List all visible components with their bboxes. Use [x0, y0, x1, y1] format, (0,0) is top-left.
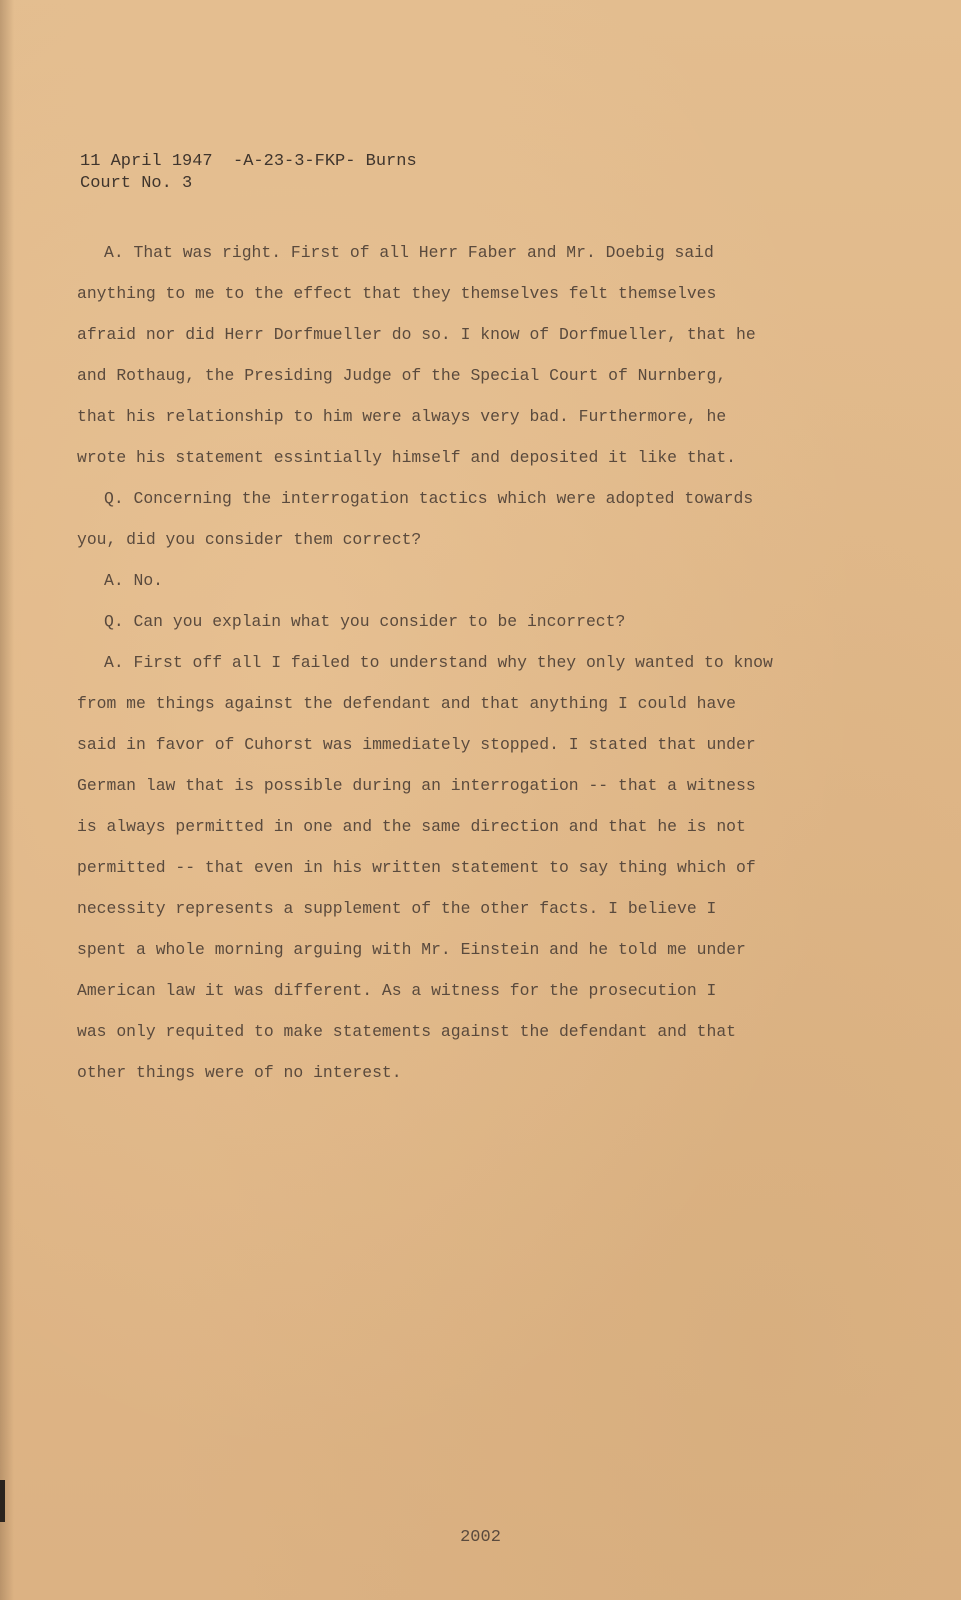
transcript-line: A. No. [104, 571, 164, 590]
transcript-line: other things were of no interest. [77, 1063, 402, 1082]
header-date-line: 11 April 1947 -A-23-3-FKP- Burns [80, 152, 417, 171]
page-edge-shadow [0, 0, 14, 1600]
transcript-line: you, did you consider them correct? [77, 530, 422, 549]
transcript-line: is always permitted in one and the same direction and that he is not [77, 817, 746, 836]
transcript-line: that his relationship to him were always very bad. Furthermore, he [77, 407, 727, 426]
transcript-line: American law it was different. As a witness for the prosecution I [77, 981, 717, 1000]
page-number: 2002 [460, 1528, 501, 1547]
transcript-line: anything to me to the effect that they themselves felt themselves [77, 284, 717, 303]
transcript-line: Q. Concerning the interrogation tactics which were adopted towards [104, 489, 754, 508]
transcript-body [77, 232, 797, 1093]
transcript-line: from me things against the defendant and that anything I could have [77, 694, 737, 713]
transcript-line: and Rothaug, the Presiding Judge of the Special Court of Nurnberg, [77, 366, 727, 385]
document-header [80, 151, 417, 195]
transcript-line: A. That was right. First of all Herr Faber and Mr. Doebig said [104, 243, 714, 262]
transcript-line: necessity represents a supplement of the other facts. I believe I [77, 899, 717, 918]
transcript-line: Q. Can you explain what you consider to be incorrect? [104, 612, 626, 631]
transcript-line: afraid nor did Herr Dorfmueller do so. I know of Dorfmueller, that he [77, 325, 756, 344]
transcript-line: German law that is possible during an interrogation -- that a witness [77, 776, 756, 795]
binding-mark [0, 1480, 5, 1522]
transcript-line: wrote his statement essintially himself and deposited it like that. [77, 448, 737, 467]
transcript-line: A. First off all I failed to understand why they only wanted to know [104, 653, 773, 672]
header-court-line: Court No. 3 [80, 174, 193, 193]
transcript-line: was only requited to make statements against the defendant and that [77, 1022, 737, 1041]
transcript-line: spent a whole morning arguing with Mr. Einstein and he told me under [77, 940, 746, 959]
transcript-line: permitted -- that even in his written statement to say thing which of [77, 858, 756, 877]
transcript-line: said in favor of Cuhorst was immediately stopped. I stated that under [77, 735, 756, 754]
